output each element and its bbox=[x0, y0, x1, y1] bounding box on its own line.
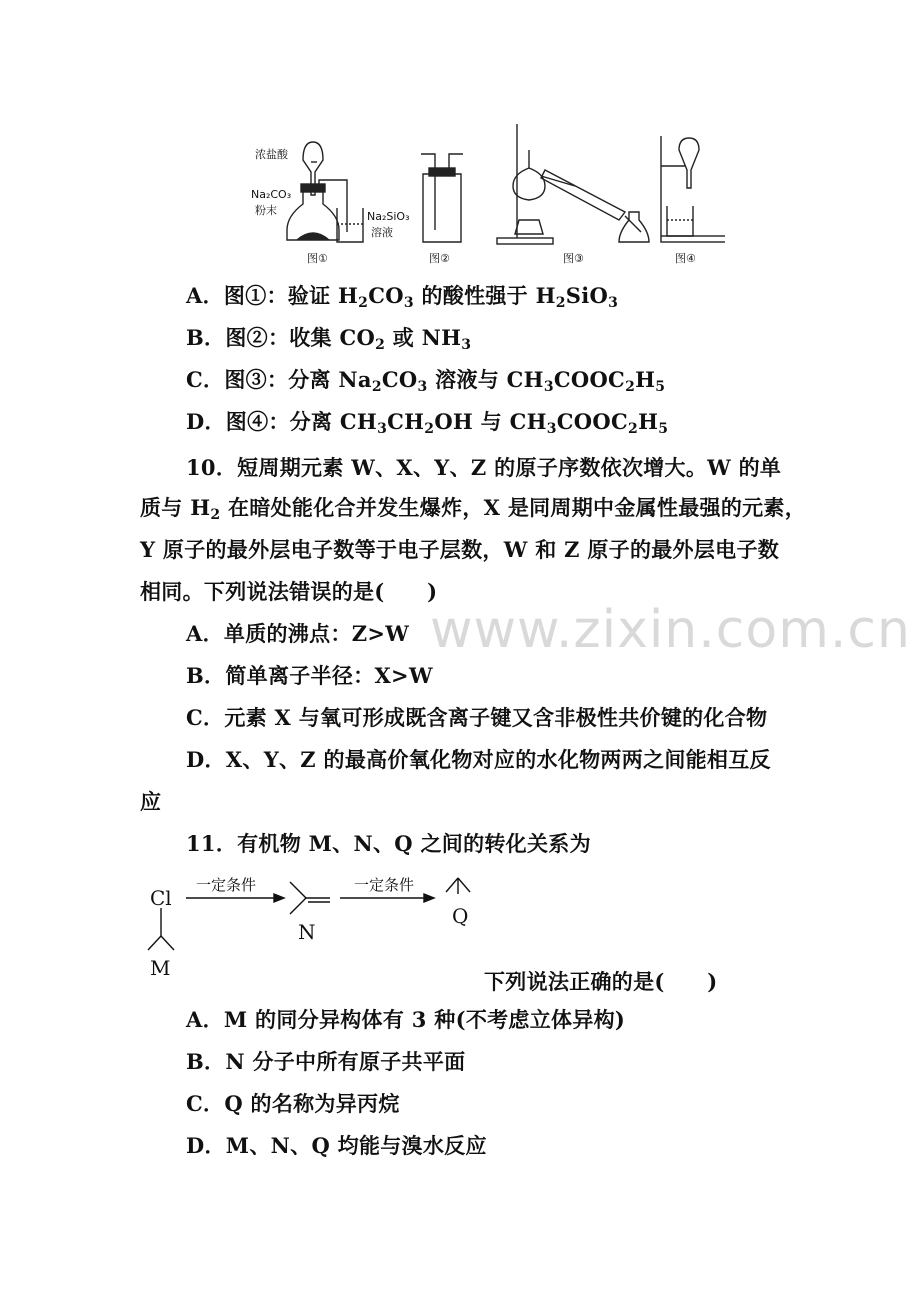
caption-fig1: 图① bbox=[307, 252, 328, 265]
fig3-condenser bbox=[541, 170, 625, 220]
q10-option-c: C．元素 X 与氧可形成既含离子键又含非极性共价键的化合物 bbox=[186, 705, 768, 730]
scheme-label-m: M bbox=[150, 956, 171, 980]
q11-prompt: 下列说法正确的是( ) bbox=[484, 969, 718, 994]
scheme-label-n: N bbox=[298, 920, 316, 944]
q10-stem-line3: Y 原子的最外层电子数等于电子层数，W 和 Z 原子的最外层电子数 bbox=[140, 537, 780, 562]
fig3-flask bbox=[513, 168, 545, 200]
q11-option-a: A．M 的同分异构体有 3 种(不考虑立体异构) bbox=[186, 1007, 626, 1032]
q10-stem-line1: 10．短周期元素 W、X、Y、Z 的原子序数依次增大。W 的单 bbox=[186, 455, 782, 480]
label-na2sio3: Na₂SiO₃ bbox=[367, 210, 410, 223]
caption-fig3: 图③ bbox=[563, 252, 584, 265]
q11-option-d: D．M、N、Q 均能与溴水反应 bbox=[186, 1133, 487, 1158]
q10-stem-line4: 相同。下列说法错误的是( ) bbox=[140, 579, 438, 604]
q9-option-a: A．图①：验证 $H_2CO_3$ 的酸性强于 $H_2SiO_3$ bbox=[186, 283, 619, 311]
q9-option-c: C．图③：分离 $Na_2CO_3$ 溶液与 $CH_3COOC_2H_5$ bbox=[186, 367, 666, 395]
scheme-condition-1: 一定条件 bbox=[196, 876, 257, 894]
scheme-drawing bbox=[140, 870, 500, 980]
scheme-label-cl: Cl bbox=[150, 886, 172, 910]
q11-option-b: B．N 分子中所有原子共平面 bbox=[186, 1049, 466, 1074]
fig3-lamp bbox=[515, 220, 543, 234]
q9-option-b: B．图②：收集 $CO_2$ 或 $NH_3$ bbox=[186, 325, 472, 353]
fig3-stand-base bbox=[497, 238, 553, 244]
fig2-bottle bbox=[423, 174, 461, 242]
watermark: www.zixin.com.cn bbox=[430, 600, 911, 660]
q10-option-b: B．简单离子半径：X>W bbox=[186, 663, 433, 688]
fig4-stand-base bbox=[661, 236, 725, 242]
apparatus-figure bbox=[245, 120, 725, 270]
caption-fig4: 图④ bbox=[675, 252, 696, 265]
reaction-scheme bbox=[140, 870, 500, 980]
label-na2co3-powder: 粉末 bbox=[255, 204, 277, 217]
apparatus-drawing bbox=[245, 120, 725, 270]
q9-option-d: D．图④：分离 $CH_3CH_2OH$ 与 $CH_3COOC_2H_5$ bbox=[186, 409, 669, 437]
label-na2co3: Na₂CO₃ bbox=[251, 188, 292, 201]
q11-stem: 11．有机物 M、N、Q 之间的转化关系为 bbox=[186, 831, 591, 856]
fig1-beaker bbox=[337, 208, 363, 242]
q10-stem-line2: 质与 $H_2$ 在暗处能化合并发生爆炸，X 是同周期中金属性最强的元素， bbox=[140, 495, 807, 523]
label-hcl: 浓盐酸 bbox=[255, 148, 288, 161]
caption-fig2: 图② bbox=[429, 252, 450, 265]
scheme-label-q: Q bbox=[452, 904, 469, 928]
fig3-receiver bbox=[619, 212, 649, 242]
label-na2sio3-solution: 溶液 bbox=[371, 226, 393, 239]
q11-option-c: C．Q 的名称为异丙烷 bbox=[186, 1091, 400, 1116]
q10-option-d-cont: 应 bbox=[140, 789, 162, 814]
scheme-condition-2: 一定条件 bbox=[354, 876, 415, 894]
fig4-funnel bbox=[679, 138, 699, 188]
q10-option-a: A．单质的沸点：Z>W bbox=[186, 621, 410, 646]
fig1-stopper bbox=[301, 184, 325, 192]
q10-option-d: D．X、Y、Z 的最高价氧化物对应的水化物两两之间能相互反 bbox=[186, 747, 771, 772]
fig4-beaker bbox=[667, 206, 693, 236]
